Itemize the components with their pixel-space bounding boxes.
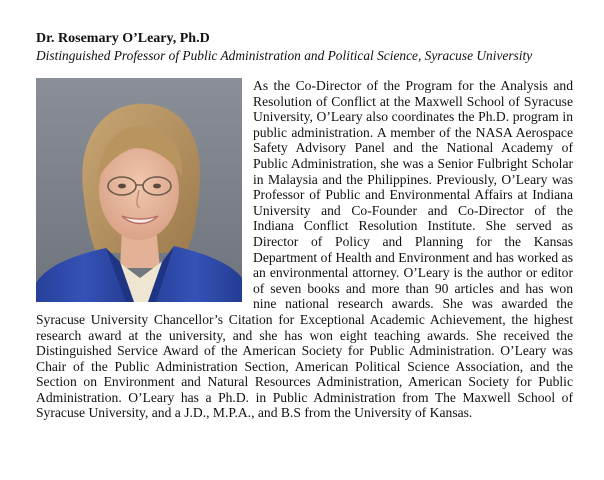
bio-block xyxy=(36,78,573,421)
profile-page xyxy=(36,30,573,421)
bio-text: As the Co-Director of the Program for the Analysis and Resolution of Conflict at the Maxwell School of Syracuse University, O’Leary also coordinates the Ph.D. program in public administration. A member of the NASA Aerospace Safety Advisory Panel and the National Academy of Public Administration, she was a Senior Fulbright Scholar in Malaysia and the Philippines. Previously, O’Leary was Professor of Public and Environmental Affairs at Indiana University and Co-Founder and Co-Director of the Indiana Conflict Resolution Institute. She served as Director of Policy and Planning for the Kansas Department of Health and Environment and has worked as an environmental attorney. O’Leary is the author or editor of seven books and more than 90 articles and has won nine national research awards. She was awarded the Syracuse University Chancellor’s Citation for Exceptional Academic Achievement, the highest research award at the university, and she has won eight teaching awards. She received the Distinguished Service Award of the American Society for Public Administration. O’Leary was Chair of the Public Administration Section, American Political Science Association, and the Section on Environment and Natural Resources Administration, American Society for Public Administration. O’Leary has a Ph.D. in Public Administration from The Maxwell School of Syracuse University, and a J.D., M.P.A., and B.S from the University of Kansas. xyxy=(36,78,573,421)
portrait-image xyxy=(36,78,242,302)
person-title: Distinguished Professor of Public Administration and Political Science, Syracuse University xyxy=(36,48,533,63)
person-name: Dr. Rosemary O’Leary, Ph.D xyxy=(36,31,210,46)
portrait-photo xyxy=(36,78,242,302)
